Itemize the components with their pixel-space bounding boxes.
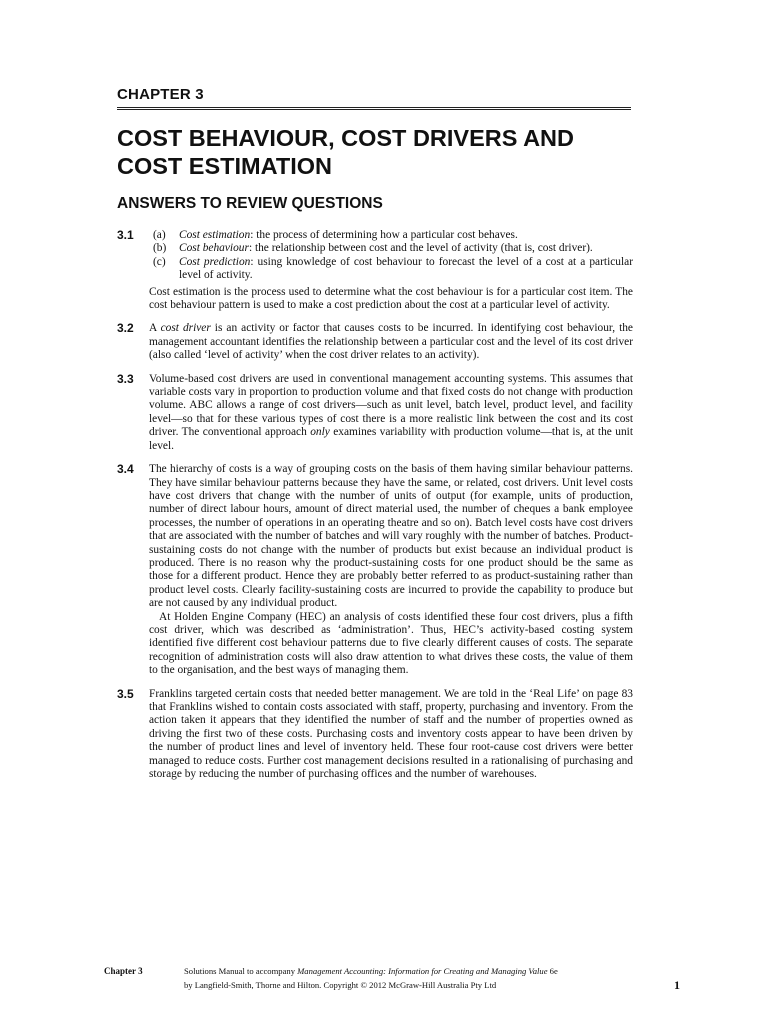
footer-line-1 <box>184 964 654 978</box>
term: Cost behaviour <box>179 242 249 255</box>
definition-c <box>149 256 633 283</box>
text-run: examines variability with production volume—that is, at the unit level. <box>149 426 633 452</box>
page-title: COST BEHAVIOUR, COST DRIVERS AND COST ESTIMATION <box>117 125 574 179</box>
question-3-1 <box>117 229 633 312</box>
header-rule <box>117 107 631 110</box>
definition-text: : the process of determining how a particular cost behaves. <box>250 229 518 241</box>
footer-chapter: Chapter 3 <box>104 966 143 976</box>
question-number: 3.2 <box>117 321 134 336</box>
definition-a <box>149 229 633 242</box>
answer-paragraph: Cost estimation is the process used to determine what the cost behaviour is for a particular cost item. The cost behaviour pattern is used to make a cost prediction about the cost at a particular level of activity. <box>149 285 633 312</box>
answer-paragraph <box>149 373 633 453</box>
text-run: Solutions Manual to accompany <box>184 966 298 976</box>
answer-paragraph: Franklins targeted certain costs that needed better management. We are told in the ‘Real Life’ on page 83 that Franklins wished to contain costs associated with staff, property, purchasing and inventory. From the action taken it appears that they identified the number of staff and the number of properties owned as driving the first two of these costs. Purchasing costs and inventory costs appear to have been driven by the number of product lines and level of inventory held. These four root-cause cost drivers were better managed to reduce costs. Further cost management decisions resulted in a rationalising of purchasing and storage by reducing the number of purchasing offices and the number of warehouses. <box>149 687 633 781</box>
footer-citation <box>184 964 654 992</box>
page-number: 1 <box>674 978 680 992</box>
chapter-label: CHAPTER 3 <box>117 86 204 103</box>
question-3-2 <box>117 322 633 362</box>
question-number: 3.1 <box>117 228 134 242</box>
item-label: (a) <box>153 229 166 241</box>
item-label: (c) <box>153 255 166 268</box>
section-subtitle: ANSWERS TO REVIEW QUESTIONS <box>117 195 383 212</box>
text-run: 6e <box>547 966 558 976</box>
text-run: Volume-based cost drivers are used in conventional management accounting systems. This assumes that variable costs vary in proportion to production volume and that fixed costs do not change with production volume. ABC allows a range of cost drivers—such as unit level, batch level, product level, and facility level—so that for these various types of cost there is a more realistic link between the cost and its cost driver. The conventional approach <box>149 372 633 439</box>
question-3-3 <box>117 373 633 453</box>
question-number: 3.4 <box>117 462 134 477</box>
answer-paragraph <box>149 322 633 362</box>
text-run: is an activity or factor that causes costs to be incurred. In identifying cost behaviour, the management accountant identifies the relationship between a particular cost and the level of its cost driver (also called ‘level of activity’ when the cost driver relates to an activity). <box>149 322 633 362</box>
item-label: (b) <box>153 242 167 255</box>
question-number: 3.5 <box>117 686 134 701</box>
emphasis: only <box>310 426 330 439</box>
term: Cost prediction <box>179 255 251 268</box>
footer-line-2: by Langfield-Smith, Thorne and Hilton. Copyright © 2012 McGraw-Hill Australia Pty Ltd <box>184 980 497 990</box>
definition-text: : using knowledge of cost behaviour to forecast the level of a cost at a particular level of activity. <box>179 255 633 282</box>
definition-b <box>149 242 633 255</box>
question-3-4 <box>117 463 633 678</box>
book-title: Management Accounting: Information for Creating and Managing Value <box>297 966 548 976</box>
question-number: 3.3 <box>117 371 134 386</box>
answer-paragraph: At Holden Engine Company (HEC) an analysis of costs identified these four cost drivers, plus a fifth cost driver, which was described as ‘administration’. Thus, HEC’s activity-based costing system identified five different cost behaviour patterns due to five clearly different causes of costs. The separate recognition of administration costs will also draw attention to what drives these costs, the value of them to the organisation, and the best ways of managing them. <box>149 610 633 677</box>
text-run: A <box>149 322 161 335</box>
question-3-5 <box>117 688 633 782</box>
answer-paragraph: The hierarchy of costs is a way of grouping costs on the basis of them having similar behaviour patterns. They have similar behaviour patterns because they have the same, or related, cost drivers. Unit level costs have cost drivers that change with the number of units of output (for example, units of production, number of direct labour hours, amount of direct material used, the number of cheques a bank employee processes, the number of operations in an operating theatre and so on). Batch level costs have cost drivers that are associated with the number of batches and will vary roughly with the number of batches. Product-sustaining costs do not change with the number of products but exist because an individual product is produced. There is no reason why the product-sustaining costs for one product should be the same as those for a different product. Hence they are probably better referred to as product-sustaining rather than product level costs. Clearly facility-sustaining costs are incurred to provide the capability to produce but are not caused by any individual product. <box>149 463 633 610</box>
definition-text: : the relationship between cost and the level of activity (that is, cost driver). <box>248 242 593 255</box>
term: Cost estimation <box>179 229 251 241</box>
term: cost driver <box>160 322 211 335</box>
document-body <box>117 229 633 791</box>
